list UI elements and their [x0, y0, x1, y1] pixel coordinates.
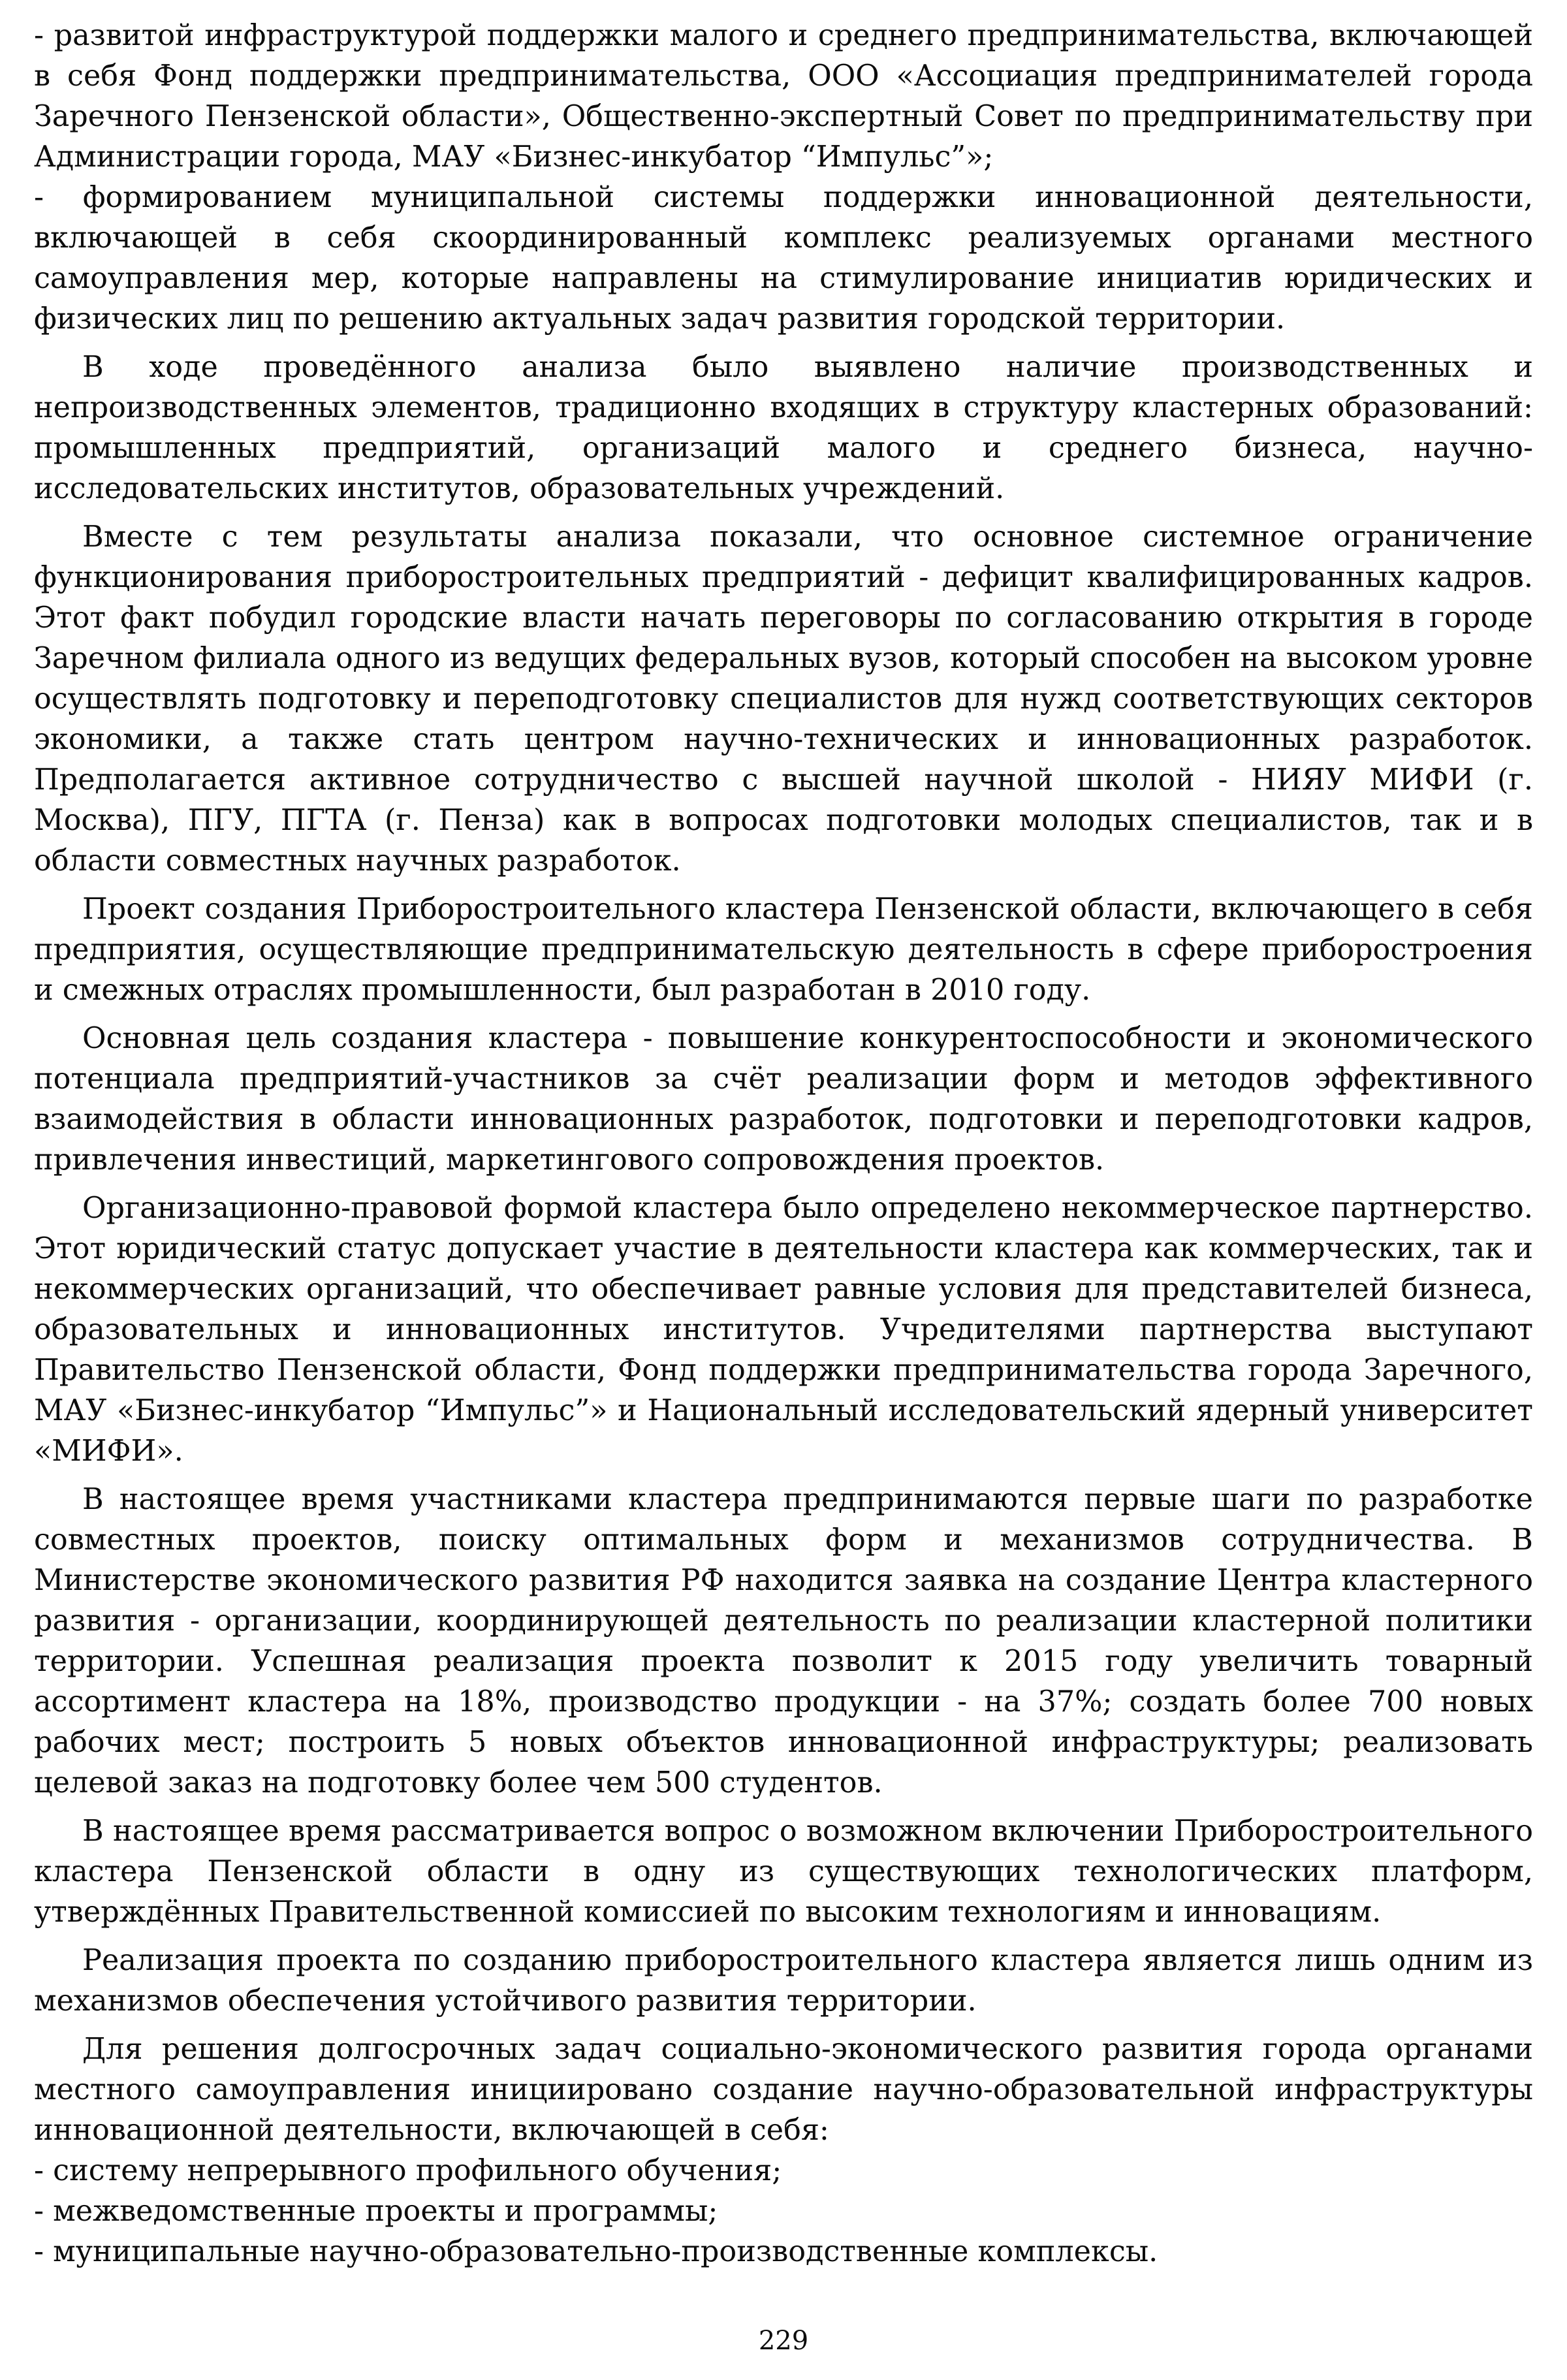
paragraph: Для решения долгосрочных задач социально-экономического развития города органами местного самоуправления инициировано создание научно-образовательной инфраструктуры инновационной деятельности, включающей в себя:	[34, 2033, 1533, 2147]
paragraph: Вместе с тем результаты анализа показали, что основное системное ограничение функционирования приборостроительных предприятий - дефицит квалифицированных кадров. Этот факт побудил городские власти начать переговоры по согласованию открытия в городе Заречном филиала одного из ведущих федеральных вузов, который способен на высоком уровне осуществлять подготовку и переподготовку специалистов для нужд соответствующих секторов экономики, а также стать центром научно-технических и инновационных разработок. Предполагается активное сотрудничество с высшей научной школой - НИЯУ МИФИ (г. Москва), ПГУ, ПГТА (г. Пенза) как в вопросах подготовки молодых специалистов, так и в области совместных научных разработок.	[34, 520, 1533, 878]
document-body	[34, 16, 1533, 2272]
paragraph: Организационно-правовой формой кластера было определено некоммерческое партнерство. Этот юридический статус допускает участие в деятельности кластера как коммерческих, так и некоммерческих организаций, что обеспечивает равные условия для представителей бизнеса, образовательных и инновационных институтов. Учредителями партнерства выступают Правительство Пензенской области, Фонд поддержки предпринимательства города Заречного, МАУ «Бизнес-инкубатор “Импульс”» и Национальный исследовательский ядерный университет «МИФИ».	[34, 1192, 1533, 1468]
paragraph: Основная цель создания кластера - повышение конкурентоспособности и экономического потенциала предприятий-участников за счёт реализации форм и методов эффективного взаимодействия в области инновационных разработок, подготовки и переподготовки кадров, привлечения инвестиций, маркетингового сопровождения проектов.	[34, 1022, 1533, 1177]
list-item: - межведомственные проекты и программы;	[34, 2195, 718, 2228]
paragraph: В настоящее время рассматривается вопрос о возможном включении Приборостроительного кластера Пензенской области в одну из существующих технологических платформ, утверждённых Правительственной комиссией по высоким технологиям и инновациям.	[34, 1815, 1533, 1929]
page-number: 229	[758, 2326, 809, 2356]
paragraph: В настоящее время участниками кластера предпринимаются первые шаги по разработке совместных проектов, поиску оптимальных форм и механизмов сотрудничества. В Министерстве экономического развития РФ находится заявка на создание Центра кластерного развития - организации, координирующей деятельность по реализации кластерной политики территории. Успешная реализация проекта позволит к 2015 году увеличить товарный ассортимент кластера на 18%, производство продукции - на 37%; создать более 700 новых рабочих мест; построить 5 новых объектов инновационной инфраструктуры; реализовать целевой заказ на подготовку более чем 500 студентов.	[34, 1483, 1533, 1800]
paragraph: Проект создания Приборостроительного кластера Пензенской области, включающего в себя предприятия, осуществляющие предпринимательскую деятельность в сфере приборостроения и смежных отраслях промышленности, был разработан в 2010 году.	[34, 893, 1533, 1007]
paragraph: В ходе проведённого анализа было выявлено наличие производственных и непроизводственных элементов, традиционно входящих в структуру кластерных образований: промышленных предприятий, организаций малого и среднего бизнеса, научно-исследовательских институтов, образовательных учреждений.	[34, 351, 1533, 505]
dash-item: - развитой инфраструктурой поддержки малого и среднего предпринимательства, включающей в себя Фонд поддержки предпринимательства, ООО «Ассоциация предпринимателей города Заречного Пензенской области», Общественно-экспертный Совет по предпринимательству при Администрации города, МАУ «Бизнес-инкубатор “Импульс”»;	[34, 19, 1533, 174]
paragraph: Реализация проекта по созданию приборостроительного кластера является лишь одним из механизмов обеспечения устойчивого развития территории.	[34, 1944, 1533, 2018]
dash-item: - формированием муниципальной системы поддержки инновационной деятельности, включающей в себя скоординированный комплекс реализуемых органами местного самоуправления мер, которые направлены на стимулирование инициатив юридических и физических лиц по решению актуальных задач развития городской территории.	[34, 181, 1533, 336]
list-item: - систему непрерывного профильного обучения;	[34, 2154, 782, 2187]
list-item: - муниципальные научно-образовательно-производственные комплексы.	[34, 2235, 1158, 2268]
